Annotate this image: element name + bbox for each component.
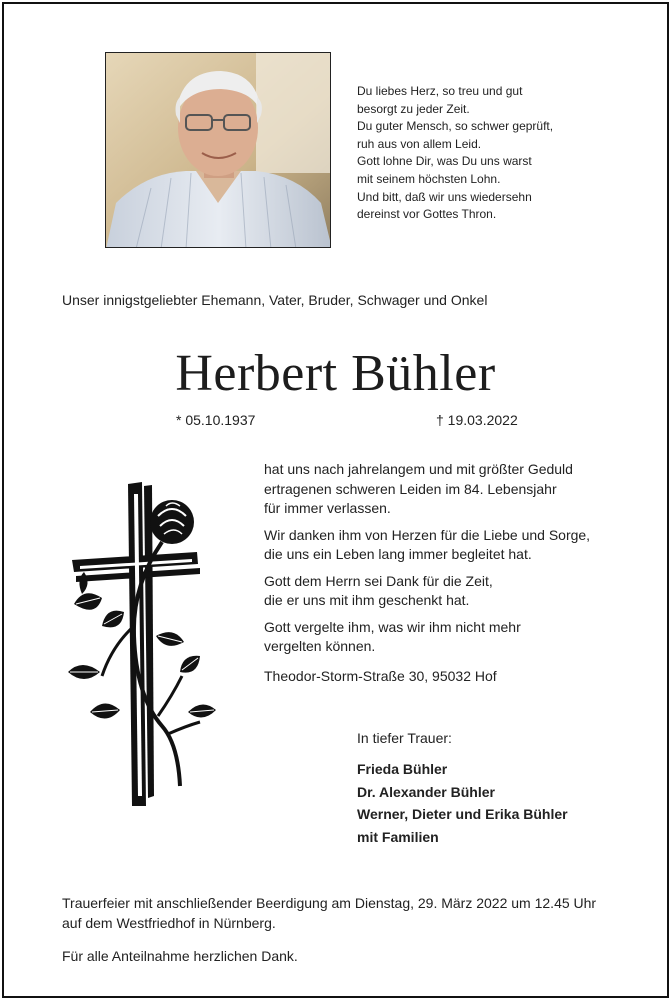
mourning-section [357,730,568,848]
poem-line: Und bitt, daß wir uns wiedersehn [357,189,532,204]
body-line: Gott dem Herrn sei Dank für die Zeit, [264,572,493,589]
body-paragraph [264,572,624,611]
poem-line: besorgt zu jeder Zeit. [357,101,470,116]
death-date: † 19.03.2022 [436,412,518,428]
body-line: die uns ein Leben lang immer begleitet hat. [264,546,532,562]
body-line: Gott vergelte ihm, was wir ihm nicht mehr [264,618,521,635]
body-paragraph [264,460,624,519]
ceremony-info [62,894,596,933]
body-line: für immer verlassen. [264,500,391,516]
poem [357,83,553,224]
mourner-list [357,758,568,848]
cross-rose-graphic [62,476,222,816]
intro-text: Unser innigstgeliebter Ehemann, Vater, Bruder, Schwager und Onkel [62,292,488,308]
deceased-name: Herbert Bühler [175,345,496,402]
mourning-label: In tiefer Trauer: [357,730,452,746]
body-line: vergelten können. [264,638,376,654]
ceremony-line: Trauerfeier mit anschließender Beerdigung am Dienstag, 29. März 2022 um 12.45 Uhr [62,895,597,911]
poem-line: Du guter Mensch, so schwer geprüft, [357,119,554,134]
poem-line: mit seinem höchsten Lohn. [357,171,501,186]
mourner-name: Frieda Bühler [357,761,448,777]
mourner-name: mit Familien [357,828,439,845]
portrait-image [106,53,331,248]
obituary-body [264,460,624,664]
body-line: Wir danken ihm von Herzen für die Liebe und Sorge, [264,526,591,543]
poem-line: dereinst vor Gottes Thron. [357,207,497,222]
obituary-page [2,2,669,998]
poem-line: Du liebes Herz, so treu und gut [357,84,523,98]
poem-line: Gott lohne Dir, was Du uns warst [357,154,532,169]
body-line: ertragenen schweren Leiden im 84. Lebensjahr [264,480,557,497]
body-paragraph [264,618,624,657]
address: Theodor-Storm-Straße 30, 95032 Hof [264,668,497,684]
poem-line: ruh aus von allem Leid. [357,136,482,151]
thanks-text: Für alle Anteilnahme herzlichen Dank. [62,948,298,964]
body-paragraph [264,526,624,565]
body-line: hat uns nach jahrelangem und mit größter Geduld [264,461,573,477]
mourner-name: Dr. Alexander Bühler [357,783,495,800]
portrait-photo [105,52,331,248]
cross-rose-icon [62,476,222,816]
ceremony-line: auf dem Westfriedhof in Nürnberg. [62,914,276,931]
mourner-name: Werner, Dieter und Erika Bühler [357,806,568,822]
body-line: die er uns mit ihm geschenkt hat. [264,592,470,608]
birth-date: * 05.10.1937 [176,412,256,428]
